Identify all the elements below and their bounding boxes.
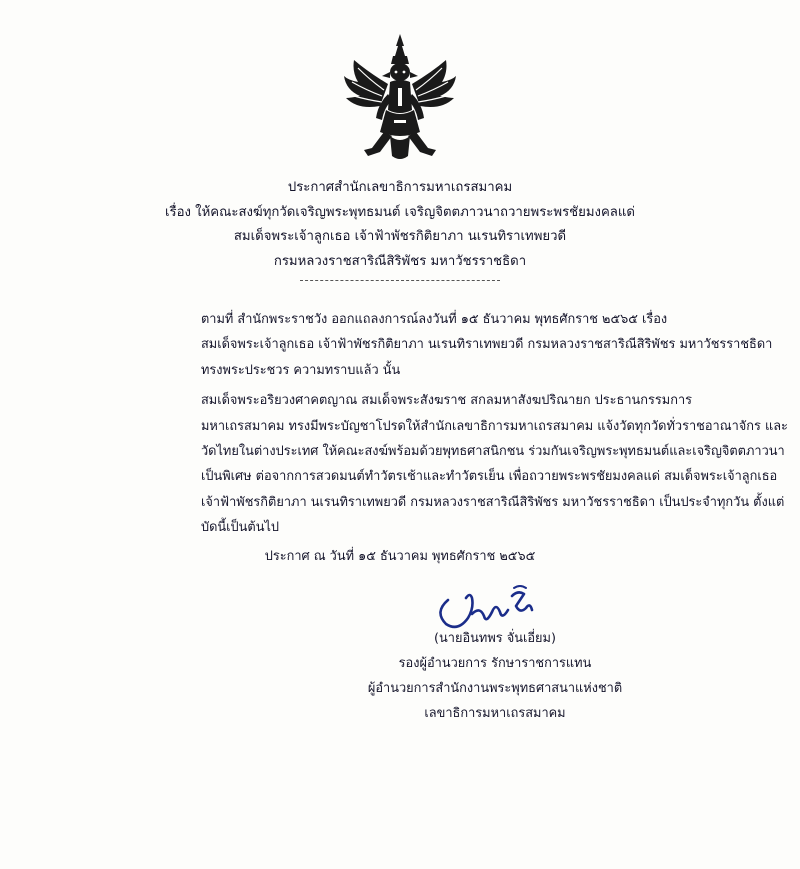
signer-position-2: ผู้อำนวยการสำนักงานพระพุทธศาสนาแห่งชาติ [367, 681, 623, 696]
paragraph-2 [97, 388, 788, 540]
announcement-body [97, 307, 788, 541]
announcement-title [0, 176, 800, 274]
signer-position-1: รองผู้อำนวยการ รักษาราชการแทน [398, 656, 592, 671]
signer-position-3: เลขาธิการมหาเถรสมาคม [424, 706, 566, 721]
announcement-date: ประกาศ ณ วันที่ ๑๕ ธันวาคม พุทธศักราช ๒๕๖๕ [264, 549, 536, 564]
paragraph-1 [97, 307, 773, 383]
paragraph-2-line-6: บัดนี้เป็นต้นไป [201, 520, 280, 536]
paragraph-1-line-2: สมเด็จพระเจ้าลูกเธอ เจ้าฟ้าพัชรกิติยาภา นเรนทิราเทพยวดี กรมหลวงราชสาริณีสิริพัชร มหาวัชรราชธิดา [201, 337, 773, 353]
paragraph-2-line-3: วัดไทยในต่างประเทศ ให้คณะสงฆ์พร้อมด้วยพุทธศาสนิกชน ร่วมกันเจริญพระพุทธมนต์และเจริญจิตตภาวนา [201, 444, 785, 460]
signer-block [330, 626, 660, 726]
title-line-subject-cont: สมเด็จพระเจ้าลูกเธอ เจ้าฟ้าพัชรกิติยาภา นเรนทิราเทพยวดี [233, 229, 567, 244]
paragraph-1-line-3: ทรงพระประชวร ความทราบแล้ว นั้น [201, 362, 401, 378]
title-line-subject-end: กรมหลวงราชสาริณีสิริพัชร มหาวัชรราชธิดา [273, 253, 527, 269]
paragraph-2-line-4: เป็นพิเศษ ต่อจากการสวดมนต์ทำวัตรเช้าและทำวัตรเย็น เพื่อถวายพระพรชัยมงคลแด่ สมเด็จพระเจ้าลูกเธอ [201, 469, 778, 485]
paragraph-2-line-5: เจ้าฟ้าพัชรกิติยาภา นเรนทิราเทพยวดี กรมหลวงราชสาริณีสิริพัชร มหาวัชรราชธิดา เป็นประจำทุกวัน ตั้งแต่ [201, 494, 785, 510]
garuda-emblem-icon [338, 32, 462, 164]
paragraph-1-line-1: ตามที่ สำนักพระราชวัง ออกแถลงการณ์ลงวันที่ ๑๕ ธันวาคม พุทธศักราช ๒๕๖๕ เรื่อง [201, 312, 668, 327]
signer-name: (นายอินทพร จั่นเอี่ยม) [434, 631, 556, 646]
title-line-issuer: ประกาศสำนักเลขาธิการมหาเถรสมาคม [287, 180, 513, 195]
divider [300, 280, 500, 281]
title-line-subject: เรื่อง ให้คณะสงฆ์ทุกวัดเจริญพระพุทธมนต์ เจริญจิตตภาวนาถวายพระพรชัยมงคลแด่ [165, 204, 635, 220]
paragraph-2-line-2: มหาเถรสมาคม ทรงมีพระบัญชาโปรดให้สำนักเลขาธิการมหาเถรสมาคม แจ้งวัดทุกวัดทั่วราชอาณาจักร และ [201, 418, 788, 434]
paragraph-2-line-1: สมเด็จพระอริยวงศาคตญาณ สมเด็จพระสังฆราช สกลมหาสังฆปริณายก ประธานกรรมการ [201, 393, 693, 409]
